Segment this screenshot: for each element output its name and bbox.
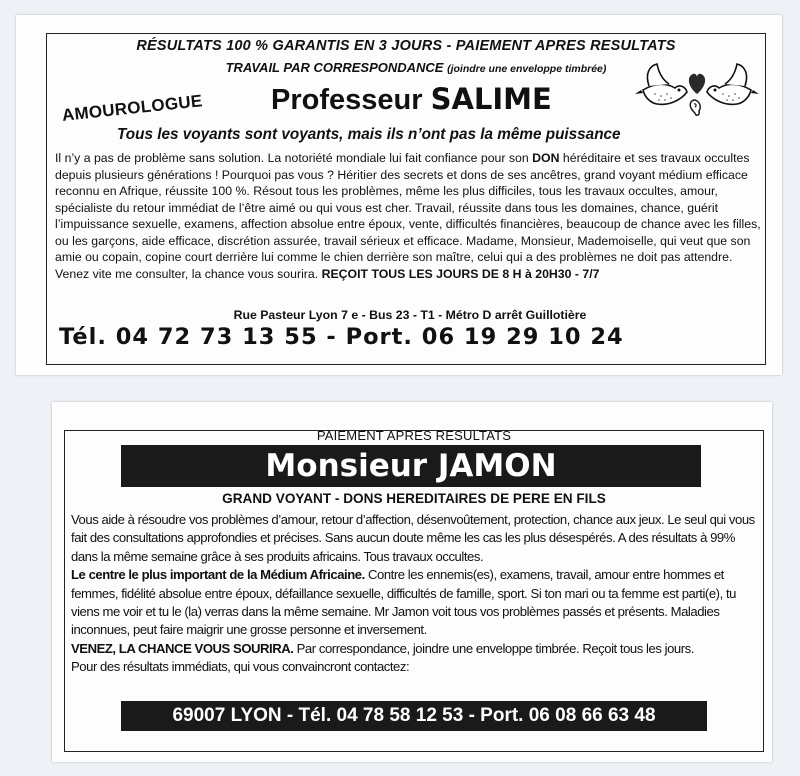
correspondence-main: TRAVAIL PAR CORRESPONDANCE	[225, 60, 444, 75]
doves-heart-ear-icon	[635, 60, 759, 118]
title-prefix: Professeur	[271, 84, 423, 116]
address: Rue Pasteur Lyon 7 e - Bus 23 - T1 - Métro D arrêt Guillotière	[233, 308, 587, 322]
description-don: DON	[532, 151, 560, 165]
paragraph-2	[71, 566, 763, 640]
paragraph-3-text: Par correspondance, joindre une enveloppe timbrée. Reçoit tous les jours.	[293, 640, 694, 656]
specialty-label: AMOUROLOGUE	[61, 91, 204, 125]
subtitle: GRAND VOYANT - DONS HEREDITAIRES DE PERE EN FILS	[222, 491, 606, 506]
paragraph-3	[71, 640, 763, 658]
correspondence-note: (joindre une enveloppe timbrée)	[447, 63, 607, 75]
paragraph-2-lead: Le centre le plus important de la Médium Africaine.	[71, 567, 365, 583]
advertiser-title	[271, 82, 552, 117]
opening-hours: REÇOIT TOUS LES JOURS DE 8 H à 20H30 - 7/7	[321, 266, 600, 281]
description-text	[55, 150, 763, 282]
payment-line: PAIEMENT APRES RESULTATS	[316, 428, 512, 443]
paragraph-4: Pour des résultats immédiats, qui vous convaincront contactez:	[71, 659, 410, 675]
advertiser-title-banner: Monsieur JAMON	[121, 445, 701, 487]
paragraph-3-lead: VENEZ, LA CHANCE VOUS SOURIRA.	[71, 640, 294, 656]
card-professeur-salime	[16, 15, 782, 375]
title-name: SALIME	[430, 82, 552, 116]
phone-numbers: Tél. 04 72 73 13 55 - Port. 06 19 29 10 24	[59, 324, 624, 350]
description-part1: Il n’y a pas de problème sans solution. La notoriété mondiale lui fait confiance pour son	[55, 151, 533, 165]
card-frame	[46, 33, 766, 365]
card-monsieur-jamon	[52, 402, 772, 762]
headline: RÉSULTATS 100 % GARANTIS EN 3 JOURS - PAIEMENT APRES RESULTATS	[136, 38, 676, 54]
description-text	[71, 511, 763, 677]
paragraph-1: Vous aide à résoudre vos problèmes d’amour, retour d’affection, désenvoûtement, protection, chance aux jeux. Le seul qui vous fait des consultations approfondies et précises. Sans aucun doute même les cas les plus désespérés. A des résultats à 99% dans la même semaine grâce à ses produits africains. Tous travaux occultes.	[71, 512, 755, 564]
tagline: Tous les voyants sont voyants, mais ils n’ont pas la même puissance	[117, 126, 621, 143]
description-part2: héréditaire et ses travaux occultes depuis plusieurs générations ! Pourquoi pas vous ? Héritier des secrets et dons de ses ancêtres, grand voyant médium efficace reconnu en Afrique, réussite 100 %. Résout tous les problèmes, même les plus difficiles, tous les travaux occultes, amour, spécialiste du retour immédiat de l’être aimé ou qui vous est cher. Travail, réussite dans tous les domaines, chance, guérit l’impuissance sexuelle, examens, affection absolue entre époux, vente, difficultés financières, beaucoup de chance avec les filles, ou les garçons, aide efficace, discrétion assurée, travail sérieux et efficace. Madame, Monsieur, Mademoiselle, qui veut que son amie ou copain, copine court derrière lui comme le chien derrière son maître, celui qui a des problèmes ne doit pas attendre. Venez vite me consulter, la chance vous sourira.	[55, 151, 761, 281]
card-frame	[64, 430, 764, 752]
paragraph-2-text: Contre les ennemis(es), examens, travail, amour entre hommes et femmes, fidélité absolue entre époux, défaillance sexuelle, difficultés de famille, sport. Si ton mari ou ta femme est parti(e), tu viens me voir et tu le (la) verras dans la même semaine. Mr Jamon voit tous vos problèmes passés et présents. Maladies inconnues, peut faire maigrir une grosse personne et inversement.	[71, 567, 736, 638]
phone-banner: 69007 LYON - Tél. 04 78 58 12 53 - Port. 06 08 66 63 48	[121, 701, 707, 731]
